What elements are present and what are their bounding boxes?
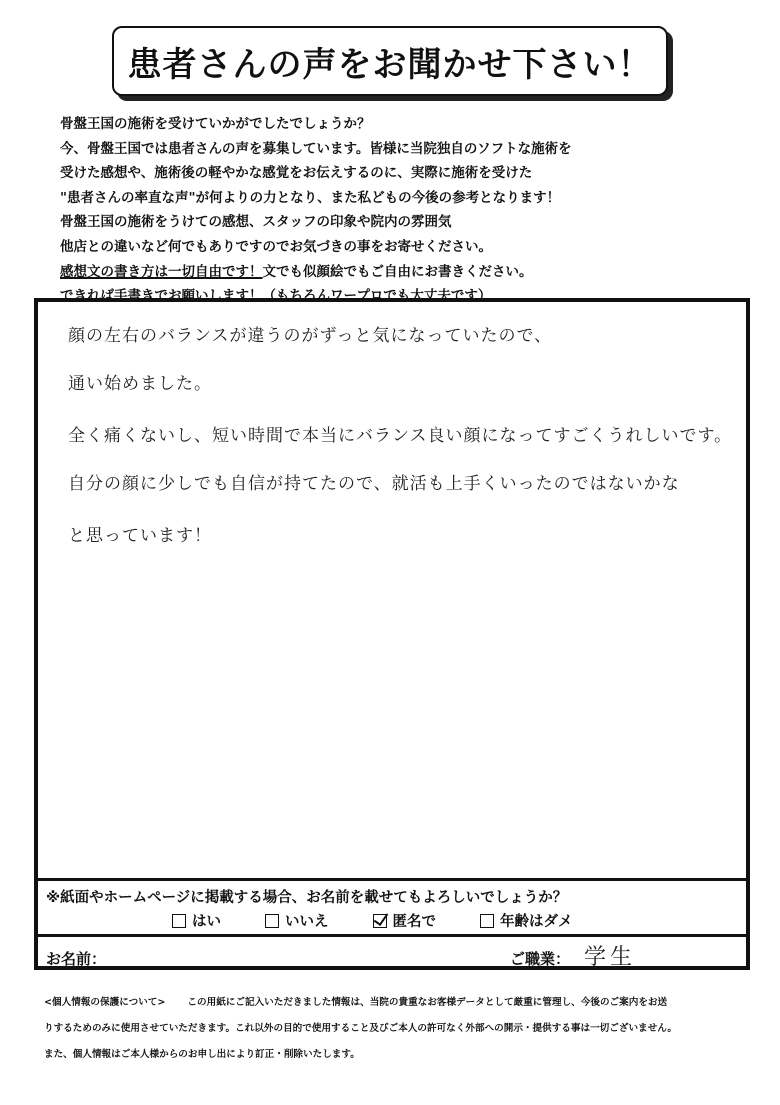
- handwritten-comment: [68, 316, 748, 548]
- privacy-notice: [44, 990, 754, 1068]
- checkbox-icon[interactable]: [265, 914, 279, 928]
- occupation-label: ご職業：: [510, 950, 571, 968]
- option-yes[interactable]: [172, 910, 221, 931]
- option-label: はい: [192, 914, 221, 930]
- comment-line-2: 通い始めました。: [68, 374, 212, 394]
- comment-line-5: と思っています！: [68, 526, 212, 546]
- comment-line-3: 全く痛くないし、短い時間で本当にバランス良い顔になってすごくうれしいです。: [68, 426, 733, 446]
- intro-text: [60, 112, 740, 309]
- divider-line: [38, 934, 746, 937]
- intro-line-1: 骨盤王国の施術を受けていかがでしたでしょうか？: [60, 116, 371, 132]
- consent-question: ※紙面やホームページに掲載する場合、お名前を載せてもよろしいでしょうか？: [46, 890, 568, 906]
- divider-line: [38, 878, 746, 881]
- intro-line-5: 骨盤王国の施術をうけての感想、スタッフの印象や院内の雰囲気: [60, 214, 452, 231]
- comment-line-4: 自分の顔に少しでも自信が持てたので、就活も上手くいったのではないかな: [68, 474, 680, 494]
- option-anonymous[interactable]: [373, 910, 437, 931]
- intro-line-7-rest: 文でも似顔絵でもご自由にお書きください。: [262, 263, 533, 280]
- page-title: 患者さんの声をお聞かせ下さい！: [127, 44, 653, 85]
- privacy-line-3: また、個人情報はご本人様からのお申し出により訂正・削除いたします。: [44, 1049, 360, 1060]
- checkbox-icon[interactable]: [480, 914, 494, 928]
- comment-form-box: [34, 298, 750, 970]
- intro-line-8: できれば手書きでお願いします！（もちろんワープロでも大丈夫です）: [60, 288, 492, 305]
- privacy-text-1: この用紙にご記入いただきました情報は、当院の貴重なお客様データとして厳重に管理し、今後のご案内をお送: [187, 997, 668, 1008]
- privacy-line-1: [44, 990, 754, 1016]
- intro-line-6: 他店との違いなど何でもありですのでお気づきの事をお寄せください。: [60, 238, 492, 255]
- option-label: 年齢はダメ: [500, 914, 573, 930]
- privacy-line-2: りするためのみに使用させていただきます。これ以外の目的で使用すること及びご本人の許可なく外部への開示・提供する事は一切ございません。: [44, 1023, 677, 1034]
- checkbox-icon[interactable]: [172, 914, 186, 928]
- option-label: いいえ: [285, 914, 329, 930]
- intro-line-4: "患者さんの率直な声"が何よりの力となり、また私どもの今後の参考となります！: [60, 189, 561, 206]
- privacy-heading: <個人情報の保護について>: [44, 997, 166, 1008]
- comment-line-1: 顔の左右のバランスが違うのがずっと気になっていたので、: [68, 326, 553, 346]
- intro-line-3: 受けた感想や、施術後の軽やかな感覚をお伝えするのに、実際に施術を受けた: [60, 165, 533, 182]
- intro-line-2: 今、骨盤王国では患者さんの声を募集しています。皆様に当院独自のソフトな施術を: [60, 140, 572, 157]
- intro-underlined-text: 感想文の書き方は一切自由です！: [60, 263, 263, 280]
- intro-line-7: [60, 260, 740, 285]
- consent-options: [172, 910, 573, 931]
- checked-checkbox-icon[interactable]: [373, 914, 387, 928]
- occupation-value: 学生: [584, 945, 637, 970]
- option-no-age[interactable]: [480, 910, 573, 931]
- title-box: [112, 26, 668, 96]
- option-label: 匿名で: [392, 914, 436, 930]
- name-label: お名前：: [46, 950, 107, 968]
- option-no[interactable]: [265, 910, 329, 931]
